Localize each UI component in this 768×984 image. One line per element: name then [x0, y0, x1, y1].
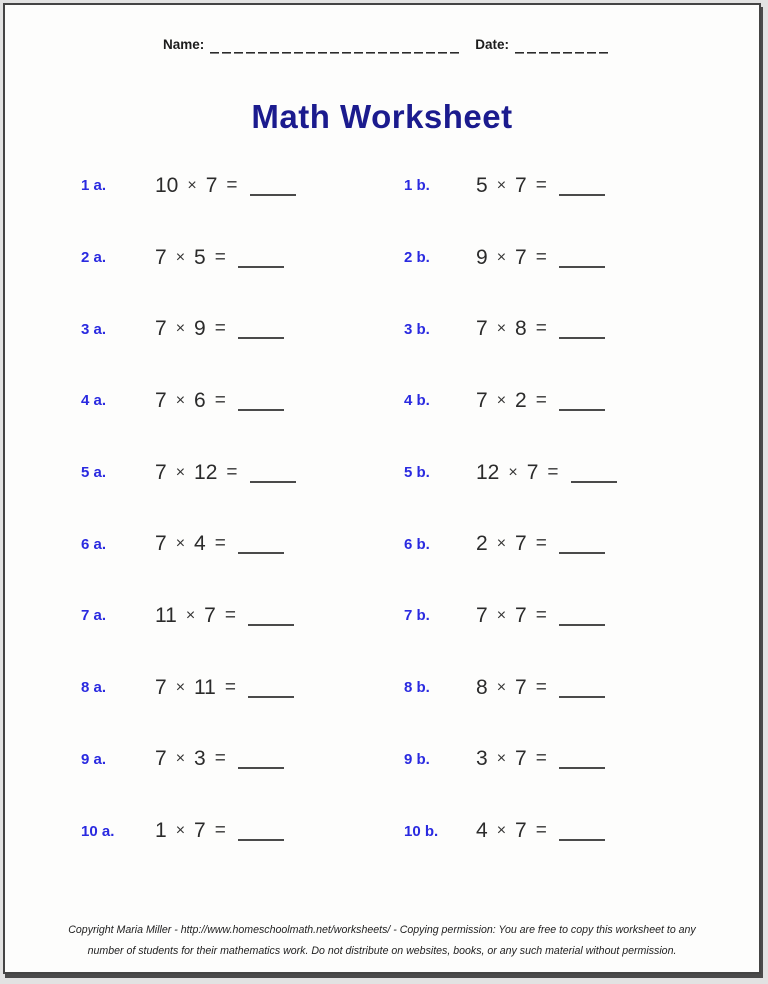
problem-expression	[155, 174, 296, 198]
multiplication-sign: ×	[496, 678, 507, 696]
multiplication-sign: ×	[175, 320, 186, 338]
problem-expression	[476, 747, 605, 771]
factor-2: 12	[194, 460, 218, 484]
problem-expression	[476, 389, 605, 413]
factor-2: 11	[194, 675, 216, 699]
problem-number-label: 4 a.	[81, 392, 107, 410]
factor-2: 7	[515, 747, 527, 771]
factor-1: 7	[476, 317, 488, 341]
problem-number-label: 3 b.	[404, 320, 430, 338]
multiplication-sign: ×	[185, 606, 196, 624]
answer-blank	[559, 821, 605, 841]
answer-blank	[559, 606, 605, 626]
copyright-footer	[5, 920, 759, 962]
multiplication-sign: ×	[496, 750, 507, 768]
equals-sign: =	[224, 604, 236, 626]
answer-blank	[238, 534, 284, 554]
answer-blank	[238, 319, 284, 339]
problem-3a	[5, 293, 382, 365]
multiplication-sign: ×	[175, 678, 186, 696]
factor-2: 7	[515, 675, 527, 699]
problem-number-label: 8 a.	[81, 679, 107, 697]
equals-sign: =	[535, 174, 547, 196]
problem-expression	[155, 747, 284, 771]
factor-2: 2	[515, 388, 527, 412]
name-label: Name:	[163, 37, 205, 52]
multiplication-sign: ×	[496, 822, 507, 840]
problem-9a	[5, 724, 382, 796]
factor-1: 7	[155, 460, 167, 484]
problem-number-label: 1 b.	[404, 177, 430, 195]
problem-1b	[382, 150, 759, 222]
problem-expression	[155, 532, 284, 556]
equals-sign: =	[224, 676, 236, 698]
multiplication-sign: ×	[175, 535, 186, 553]
answer-blank	[559, 749, 605, 769]
factor-1: 7	[476, 388, 488, 412]
problem-4a	[5, 365, 382, 437]
problem-number-label: 2 a.	[81, 249, 107, 267]
problem-2b	[382, 222, 759, 294]
problem-expression	[155, 461, 296, 485]
factor-2: 9	[194, 317, 206, 341]
factor-1: 5	[476, 173, 488, 197]
equals-sign: =	[214, 246, 226, 268]
answer-blank	[238, 749, 284, 769]
problem-expression	[155, 317, 284, 341]
problem-number-label: 5 a.	[81, 464, 107, 482]
equals-sign: =	[214, 748, 226, 770]
multiplication-sign: ×	[187, 176, 197, 194]
copyright-line-1: Copyright Maria Miller - http://www.homeschoolmath.net/worksheets/ - Copying permission: You are free to copy this worksheet to any	[68, 923, 696, 936]
problem-7b	[382, 580, 759, 652]
problem-expression	[476, 604, 605, 628]
factor-1: 3	[476, 747, 488, 771]
equals-sign: =	[535, 246, 547, 268]
problems-grid	[5, 150, 759, 867]
problem-number-label: 6 b.	[404, 535, 430, 553]
answer-blank	[248, 606, 294, 626]
problem-8a	[5, 652, 382, 724]
factor-1: 7	[155, 245, 167, 269]
problem-number-label: 8 b.	[404, 679, 430, 697]
factor-1: 2	[476, 532, 488, 556]
answer-blank	[238, 391, 284, 411]
multiplication-sign: ×	[496, 535, 507, 553]
multiplication-sign: ×	[496, 248, 507, 266]
factor-2: 7	[515, 603, 527, 627]
multiplication-sign: ×	[175, 463, 186, 481]
factor-1: 10	[155, 173, 179, 197]
problem-expression	[476, 676, 605, 700]
problem-expression	[476, 532, 605, 556]
multiplication-sign: ×	[175, 391, 186, 409]
equals-sign: =	[214, 318, 226, 340]
factor-1: 7	[155, 388, 167, 412]
factor-1: 9	[476, 245, 488, 269]
problem-number-label: 5 b.	[404, 464, 430, 482]
problem-1a	[5, 150, 382, 222]
factor-2: 3	[194, 747, 206, 771]
multiplication-sign: ×	[175, 822, 186, 840]
name-date-row	[163, 34, 611, 54]
equals-sign: =	[547, 461, 559, 483]
equals-sign: =	[535, 318, 547, 340]
answer-blank	[248, 678, 294, 698]
factor-2: 7	[515, 173, 527, 197]
multiplication-sign: ×	[175, 248, 186, 266]
name-blank-line	[210, 37, 462, 54]
equals-sign: =	[226, 174, 238, 196]
multiplication-sign: ×	[508, 463, 518, 481]
problem-5a	[5, 437, 382, 509]
problem-number-label: 6 a.	[81, 535, 107, 553]
factor-1: 12	[476, 460, 500, 484]
answer-blank	[559, 534, 605, 554]
multiplication-sign: ×	[496, 606, 507, 624]
equals-sign: =	[535, 676, 547, 698]
factor-1: 7	[155, 675, 167, 699]
equals-sign: =	[535, 604, 547, 626]
problem-2a	[5, 222, 382, 294]
factor-2: 7	[515, 245, 527, 269]
factor-1: 1	[155, 819, 167, 843]
problem-5b	[382, 437, 759, 509]
equals-sign: =	[214, 389, 226, 411]
answer-blank	[250, 463, 296, 483]
problem-expression	[155, 246, 284, 270]
equals-sign: =	[535, 533, 547, 555]
factor-1: 7	[155, 317, 167, 341]
problem-number-label: 7 a.	[81, 607, 107, 625]
factor-2: 7	[205, 173, 218, 197]
problem-number-label: 7 b.	[404, 607, 430, 625]
equals-sign: =	[535, 389, 547, 411]
problem-number-label: 3 a.	[81, 320, 107, 338]
factor-2: 7	[515, 819, 527, 843]
problem-expression	[155, 604, 294, 628]
problem-number-label: 4 b.	[404, 392, 430, 410]
answer-blank	[559, 248, 605, 268]
multiplication-sign: ×	[175, 750, 186, 768]
equals-sign: =	[226, 461, 238, 483]
equals-sign: =	[535, 748, 547, 770]
problem-expression	[155, 676, 294, 700]
factor-2: 7	[526, 460, 539, 484]
factor-1: 8	[476, 675, 488, 699]
problem-10a	[5, 795, 382, 867]
equals-sign: =	[535, 820, 547, 842]
equals-sign: =	[214, 820, 226, 842]
problem-number-label: 9 a.	[81, 750, 107, 768]
factor-2: 8	[515, 317, 527, 341]
answer-blank	[250, 176, 296, 196]
problem-expression	[476, 317, 605, 341]
problem-number-label: 10 b.	[404, 822, 439, 840]
multiplication-sign: ×	[496, 320, 507, 338]
factor-2: 7	[515, 532, 527, 556]
answer-blank	[238, 248, 284, 268]
answer-blank	[238, 821, 284, 841]
factor-2: 5	[194, 245, 206, 269]
problem-4b	[382, 365, 759, 437]
factor-1: 4	[476, 819, 488, 843]
answer-blank	[559, 319, 605, 339]
problem-6a	[5, 508, 382, 580]
problem-number-label: 2 b.	[404, 249, 430, 267]
problem-expression	[476, 819, 605, 843]
factor-2: 7	[204, 603, 216, 627]
factor-1: 7	[476, 603, 488, 627]
factor-1: 7	[155, 532, 167, 556]
problem-expression	[476, 246, 605, 270]
factor-2: 7	[194, 819, 206, 843]
multiplication-sign: ×	[496, 391, 507, 409]
worksheet-page	[3, 3, 761, 974]
problem-expression	[155, 819, 284, 843]
worksheet-title: Math Worksheet	[251, 98, 513, 135]
problem-expression	[476, 174, 605, 198]
problem-number-label: 10 a.	[81, 822, 115, 840]
problem-expression	[476, 461, 617, 485]
answer-blank	[559, 391, 605, 411]
problem-10b	[382, 795, 759, 867]
problem-expression	[155, 389, 284, 413]
date-label: Date:	[475, 37, 510, 52]
problem-7a	[5, 580, 382, 652]
answer-blank	[559, 176, 605, 196]
factor-2: 6	[194, 388, 206, 412]
problem-number-label: 1 a.	[81, 177, 107, 195]
multiplication-sign: ×	[496, 176, 507, 194]
problem-6b	[382, 508, 759, 580]
date-blank-line	[515, 37, 611, 54]
factor-1: 7	[155, 747, 167, 771]
answer-blank	[559, 678, 605, 698]
problem-9b	[382, 724, 759, 796]
problem-number-label: 9 b.	[404, 750, 430, 768]
factor-2: 4	[194, 532, 206, 556]
copyright-line-2: number of students for their mathematics work. Do not distribute on websites, books, or any such material without permission.	[87, 944, 677, 957]
problem-8b	[382, 652, 759, 724]
factor-1: 11	[155, 603, 177, 627]
equals-sign: =	[214, 533, 226, 555]
answer-blank	[571, 463, 617, 483]
problem-3b	[382, 293, 759, 365]
